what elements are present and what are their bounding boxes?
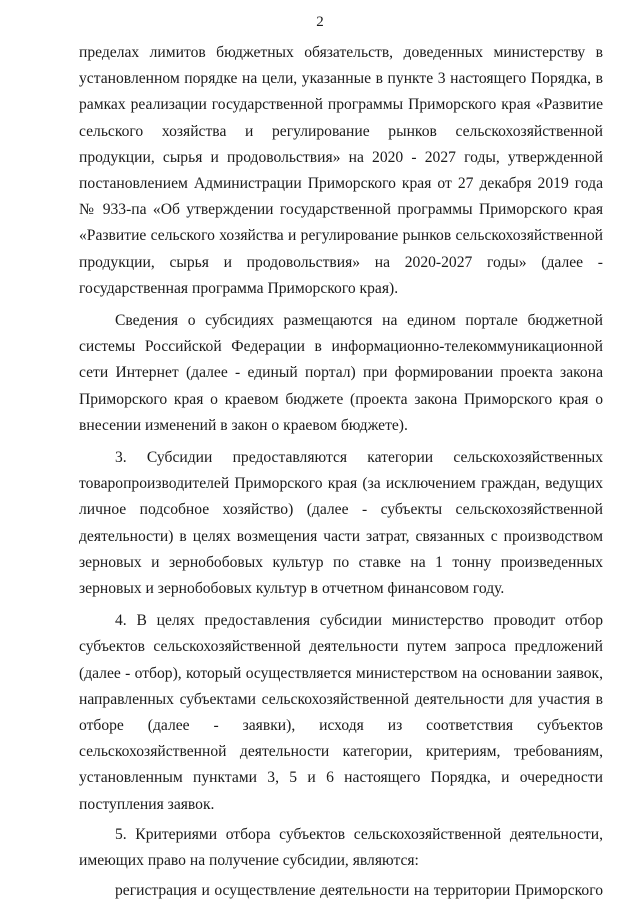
paragraph-budget-limits: пределах лимитов бюджетных обязательств, доведенных министерству в установленном порядке на цели, указанные в пункте 3 настоящего Порядка, в рамках реализации государственной программы Приморского края «Развитие сельского хозяйства и регулирование рынков сельскохозяйственной продукции, сырья и продовольствия» на 2020 - 2027 годы, утвержденной постановлением Администрации Приморского края от 27 декабря 2019 года № 933-па «Об утверждении государственной программы Приморского края «Развитие сельского хозяйства и регулирование рынков сельскохозяйственной продукции, сырья и продовольствия» на 2020-2027 годы» (далее - государственная программа Приморского края). — [79, 44, 603, 297]
document-body — [79, 40, 603, 905]
page-number: 2 — [316, 14, 324, 30]
paragraph-item-5: 5. Критериями отбора субъектов сельскохозяйственной деятельности, имеющих право на получение субсидии, являются: — [79, 825, 603, 870]
paragraph-item-3: 3. Субсидии предоставляются категории сельскохозяйственных товаропроизводителей Приморского края (за исключением граждан, ведущих личное подсобное хозяйство) (далее - субъекты сельскохозяйственной деятельности) в целях возмещения части затрат, связанных с производством зерновых и зернобобовых культур по ставке на 1 тонну произведенных зерновых и зернобобовых культур в отчетном финансовом году. — [79, 449, 603, 598]
paragraph-subsidy-info: Сведения о субсидиях размещаются на едином портале бюджетной системы Российской Федерации в информационно-телекоммуникационной сети Интернет (далее - единый портал) при формировании проекта закона Приморского края о краевом бюджете (проекта закона Приморского края о внесении изменений в закон о краевом бюджете). — [79, 312, 603, 434]
paragraph-registration: регистрация и осуществление деятельности на территории Приморского — [115, 882, 603, 900]
paragraph-item-4: 4. В целях предоставления субсидии министерство проводит отбор субъектов сельскохозяйственной деятельности путем запроса предложений (далее - отбор), который осуществляется министерством на основании заявок, направленных субъектами сельскохозяйственной деятельности для участия в отборе (далее - заявки), исходя из соответствия субъектов сельскохозяйственной деятельности категории, критериям, требованиям, установленным пунктами 3, 5 и 6 настоящего Порядка, и очередности поступления заявок. — [79, 612, 603, 813]
